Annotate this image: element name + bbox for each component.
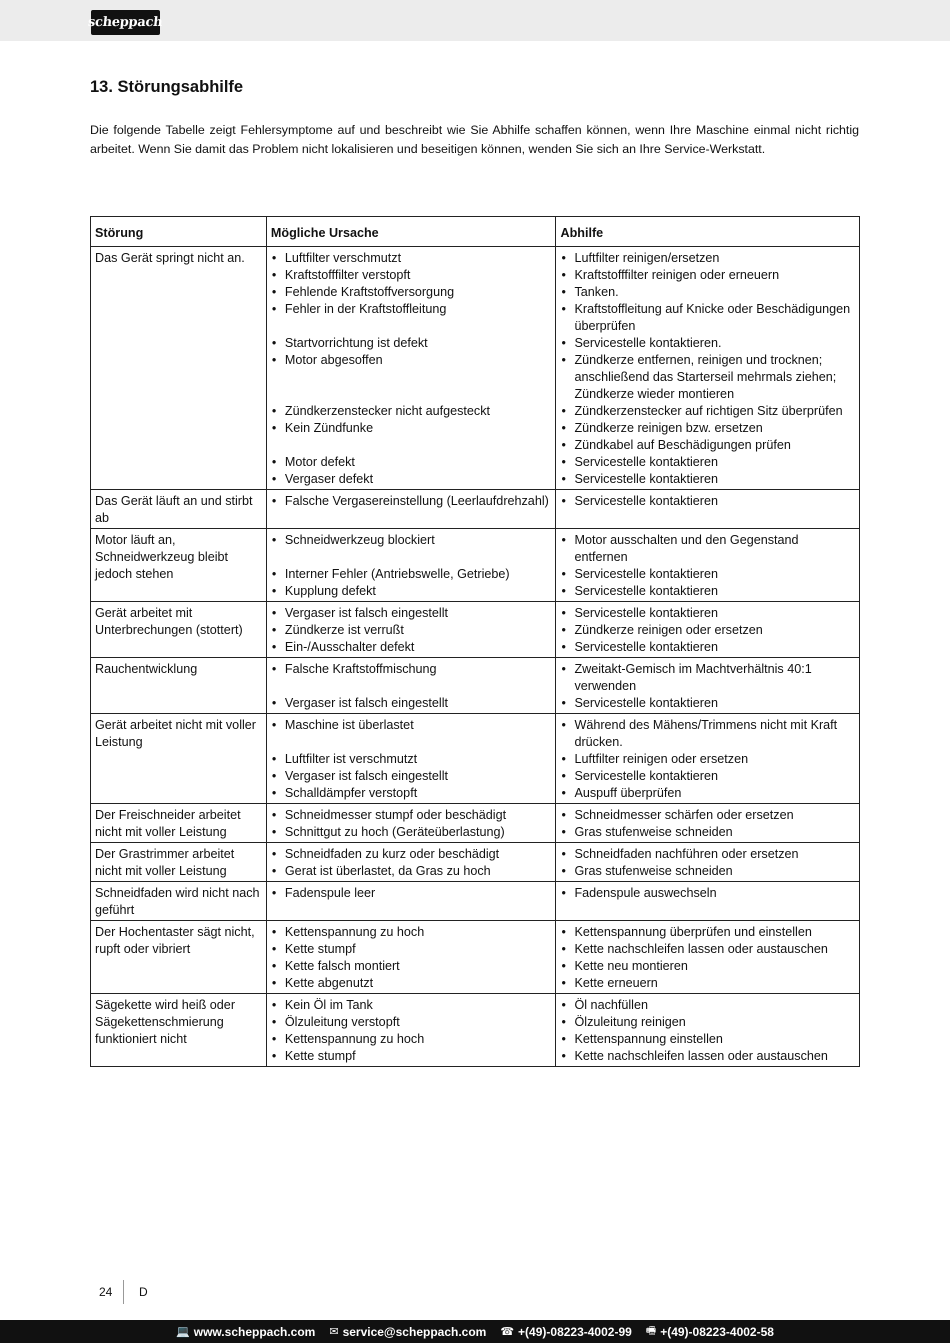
list-item: • Servicestelle kontaktieren [560,454,855,471]
table-row [91,994,860,1067]
computer-icon: 💻 [176,1326,190,1338]
list-item: • Schneidmesser schärfen oder ersetzen [560,807,855,824]
remedy-cell [556,490,860,529]
list-item: • Motor defekt [271,454,552,471]
remedy-cell [556,804,860,843]
website-item[interactable] [176,1325,315,1339]
list-item: • Auspuff überprüfen [560,785,855,802]
list-item: • Servicestelle kontaktieren [560,639,855,656]
list-item: • Schnittgut zu hoch (Geräteüberlastung) [271,824,552,841]
list-item: • Maschine ist überlastet [271,717,552,734]
list-item: • Zündkerze entfernen, reinigen und trocknen; anschließend das Starterseil mehrmals ziehen; Zündkerze wieder montieren [560,352,855,403]
phone-icon: ☎ [500,1326,515,1338]
list-item: • Kraftstofffilter verstopft [271,267,552,284]
remedy-cell [556,529,860,602]
list-item: • Servicestelle kontaktieren. [560,335,855,352]
list-item: • Startvorrichtung ist defekt [271,335,552,352]
column-header-remedy: Abhilfe [556,217,860,247]
list-item: • Motor ausschalten und den Gegenstand entfernen [560,532,855,566]
section-title: 13. Störungsabhilfe [90,78,244,96]
remedy-cell [556,247,860,490]
list-item: • Servicestelle kontaktieren [560,566,855,583]
website-text: www.scheppach.com [193,1324,316,1339]
list-item: • Servicestelle kontaktieren [560,605,855,622]
list-item: • Servicestelle kontaktieren [560,471,855,488]
list-item: • Kein Öl im Tank [271,997,552,1014]
contact-bar [0,1320,950,1343]
cause-cell [266,602,556,658]
list-item: • Servicestelle kontaktieren [560,583,855,600]
remedy-cell [556,994,860,1067]
table-row [91,882,860,921]
brand-logo [87,10,164,35]
list-item: • Zweitakt-Gemisch im Machtverhältnis 40:1 verwenden [560,661,855,695]
table-row [91,714,860,804]
list-item: • Gras stufenweise schneiden [560,824,855,841]
page-number: 24 [99,1285,113,1299]
fault-cell: Motor läuft an, Schneidwerkzeug bleibt jedoch stehen [91,529,267,602]
list-item: • Zündkabel auf Beschädigungen prüfen [560,437,855,454]
list-item: • Kein Zündfunke [271,420,552,437]
list-item: • Fadenspule auswechseln [560,885,855,902]
phone-text: +(49)-08223-4002-99 [518,1324,632,1339]
cause-cell [266,921,556,994]
fault-cell: Der Freischneider arbeitet nicht mit voller Leistung [91,804,267,843]
cause-cell [266,714,556,804]
fault-cell: Das Gerät läuft an und stirbt ab [91,490,267,529]
list-item: • Gerat ist überlastet, da Gras zu hoch [271,863,552,880]
list-item: • Falsche Kraftstoffmischung [271,661,552,678]
list-item: • Luftfilter ist verschmutzt [271,751,552,768]
list-item: • Kettenspannung zu hoch [271,924,552,941]
list-item: • Vergaser defekt [271,471,552,488]
phone-item [500,1325,631,1339]
fax-icon: 🖷 [645,1325,657,1337]
email-text: service@scheppach.com [342,1324,487,1339]
list-item: • Zündkerze ist verrußt [271,622,552,639]
list-item: • Interner Fehler (Antriebswelle, Getriebe) [271,566,552,583]
table-row [91,602,860,658]
list-item: • Ölzuleitung verstopft [271,1014,552,1031]
footer-divider [123,1280,124,1304]
list-item: • Zündkerze reinigen oder ersetzen [560,622,855,639]
fault-cell: Schneidfaden wird nicht nach geführt [91,882,267,921]
language-code: D [139,1285,148,1299]
remedy-cell [556,714,860,804]
list-item: • Luftfilter verschmutzt [271,250,552,267]
fax-item [646,1322,774,1341]
list-item: • Schneidmesser stumpf oder beschädigt [271,807,552,824]
troubleshooting-table [90,216,860,1067]
table-row [91,490,860,529]
list-item: • Vergaser ist falsch eingestellt [271,605,552,622]
list-item: • Kette falsch montiert [271,958,552,975]
list-item: • Schneidfaden zu kurz oder beschädigt [271,846,552,863]
cause-cell [266,804,556,843]
list-item: • Öl nachfüllen [560,997,855,1014]
list-item: • Zündkerzenstecker auf richtigen Sitz überprüfen [560,403,855,420]
list-item: • Kette nachschleifen lassen oder austauschen [560,941,855,958]
list-item: • Während des Mähens/Trimmens nicht mit Kraft drücken. [560,717,855,751]
remedy-cell [556,602,860,658]
cause-cell [266,843,556,882]
list-item: • Luftfilter reinigen oder ersetzen [560,751,855,768]
list-item: • Kettenspannung überprüfen und einstellen [560,924,855,941]
list-item: • Kraftstofffilter reinigen oder erneuern [560,267,855,284]
remedy-cell [556,882,860,921]
list-item: • Kette stumpf [271,1048,552,1065]
fault-cell: Gerät arbeitet mit Unterbrechungen (stottert) [91,602,267,658]
table-header-row [91,217,860,247]
table-row [91,921,860,994]
cause-cell [266,490,556,529]
cause-cell [266,658,556,714]
list-item: • Falsche Vergasereinstellung (Leerlaufdrehzahl) [271,493,552,510]
logo-text: scheppach [87,15,164,30]
table-row [91,529,860,602]
list-item: • Gras stufenweise schneiden [560,863,855,880]
list-item: • Servicestelle kontaktieren [560,493,855,510]
list-item: • Vergaser ist falsch eingestellt [271,768,552,785]
mail-icon: ✉ [329,1326,339,1338]
list-item: • Kette stumpf [271,941,552,958]
table-row [91,658,860,714]
table-row [91,804,860,843]
list-item: • Fehlende Kraftstoffversorgung [271,284,552,301]
list-item: • Servicestelle kontaktieren [560,695,855,712]
fault-cell: Gerät arbeitet nicht mit voller Leistung [91,714,267,804]
fault-cell: Rauchentwicklung [91,658,267,714]
fault-cell: Der Hochentaster sägt nicht, rupft oder vibriert [91,921,267,994]
remedy-cell [556,921,860,994]
table-row [91,247,860,490]
list-item: • Kettenspannung einstellen [560,1031,855,1048]
remedy-cell [556,658,860,714]
list-item: • Vergaser ist falsch eingestellt [271,695,552,712]
list-item: • Kette neu montieren [560,958,855,975]
list-item: • Kraftstoffleitung auf Knicke oder Beschädigungen überprüfen [560,301,855,335]
cause-cell [266,994,556,1067]
list-item: • Fehler in der Kraftstoffleitung [271,301,552,318]
cause-cell [266,247,556,490]
list-item: • Motor abgesoffen [271,352,552,369]
list-item: • Zündkerzenstecker nicht aufgesteckt [271,403,552,420]
fault-cell: Sägekette wird heiß oder Sägekettenschmierung funktioniert nicht [91,994,267,1067]
fault-cell: Das Gerät springt nicht an. [91,247,267,490]
cause-cell [266,529,556,602]
list-item: • Schneidfaden nachführen oder ersetzen [560,846,855,863]
list-item: • Zündkerze reinigen bzw. ersetzen [560,420,855,437]
table-row [91,843,860,882]
column-header-cause: Mögliche Ursache [266,217,556,247]
list-item: • Kette abgenutzt [271,975,552,992]
list-item: • Kette erneuern [560,975,855,992]
list-item: • Kettenspannung zu hoch [271,1031,552,1048]
list-item: • Servicestelle kontaktieren [560,768,855,785]
cause-cell [266,882,556,921]
column-header-fault: Störung [91,217,267,247]
list-item: • Ölzuleitung reinigen [560,1014,855,1031]
list-item: • Kette nachschleifen lassen oder austauschen [560,1048,855,1065]
list-item: • Ein-/Ausschalter defekt [271,639,552,656]
fault-cell: Der Grastrimmer arbeitet nicht mit voller Leistung [91,843,267,882]
email-item[interactable] [329,1325,486,1339]
list-item: • Kupplung defekt [271,583,552,600]
list-item: • Schalldämpfer verstopft [271,785,552,802]
list-item: • Luftfilter reinigen/ersetzen [560,250,855,267]
remedy-cell [556,843,860,882]
list-item: • Fadenspule leer [271,885,552,902]
fax-text: +(49)-08223-4002-58 [660,1324,774,1339]
intro-text: Die folgende Tabelle zeigt Fehlersymptome auf und beschreibt wie Sie Abhilfe schaffen können, wenn Ihre Maschine einmal nicht richtig arbeitet. Wenn Sie damit das Problem nicht lokalisieren und beseitigen können, wenden Sie sich an Ihre Service-Werkstatt. [90,123,859,156]
list-item: • Schneidwerkzeug blockiert [271,532,552,549]
list-item: • Tanken. [560,284,855,301]
